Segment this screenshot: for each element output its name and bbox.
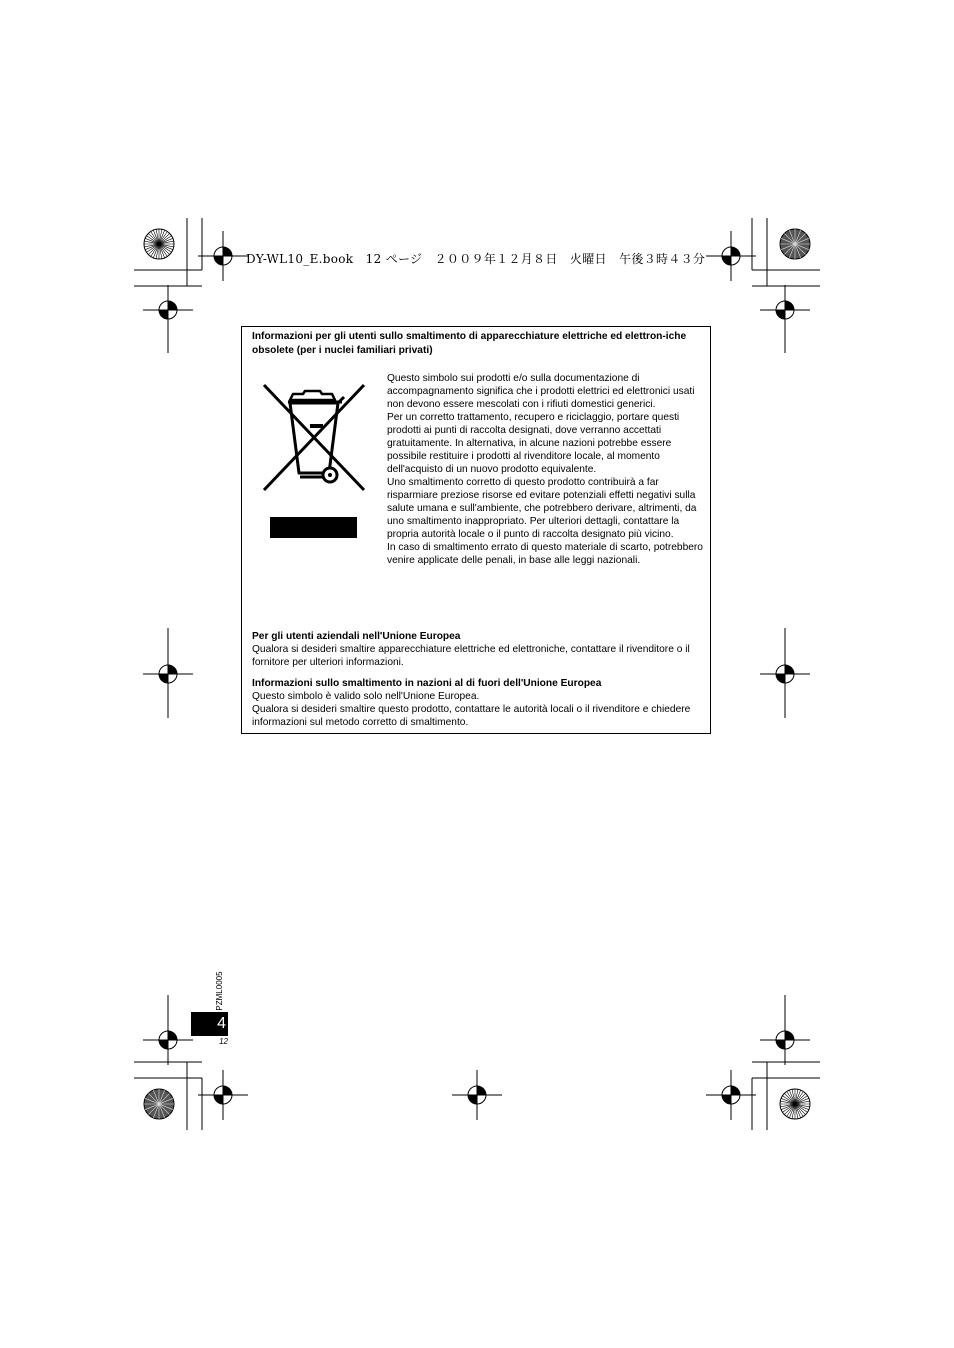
outside-eu-heading: Informazioni sullo smaltimento in nazioni al di fuori dell'Unione Europea (252, 678, 602, 689)
notice-paragraph: In caso di smaltimento errato di questo materiale di scarto, potrebbero venire applicate delle penali, in base alle leggi nazionali. (387, 542, 703, 566)
notice-paragraph: Uno smaltimento corretto di questo prodotto contribuirà a far risparmiare preziose risorse ed evitare potenziali effetti negativi sulla salute umana e sull'ambiente, che potrebbero derivare, altrimenti, da uno smaltimento inappropriato. Per ulteriori dettagli, contattare la propria autorità locale o il punto di raccolta designato più vicino. (387, 477, 697, 540)
product-code-text: PZML0005 (215, 971, 224, 1011)
book-header-info: DY-WL10_E.book 12 ページ ２００９年１２月８日 火曜日 午後３時４３分 (246, 252, 706, 266)
outside-eu-line-1: Questo simbolo è valido solo nell'Unione Europea. (252, 691, 480, 702)
outside-eu-section (252, 677, 707, 729)
notice-title: Informazioni per gli utenti sullo smaltimento di apparecchiature elettriche ed elettron-iche obsolete (per i nuclei familiari privati) (252, 331, 687, 356)
notice-paragraph: Questo simbolo sui prodotti e/o sulla documentazione di accompagnamento significa che i prodotti elettrici ed elettronici usati non devono essere mescolati con i rifiuti domestici generici. (387, 373, 695, 410)
weee-disposal-notice (241, 326, 711, 734)
business-users-section (252, 630, 707, 669)
business-users-text: Qualora si desideri smaltire apparecchiature elettriche ed elettroniche, contattare il rivenditore o il fornitore per ulteriori informazioni. (252, 644, 690, 668)
outside-eu-line-2: Qualora si desideri smaltire questo prodotto, contattare le autorità locali o il rivenditore e chiedere informazioni sul metodo corretto di smaltimento. (252, 704, 691, 728)
notice-paragraph: Per un corretto trattamento, recupero e riciclaggio, portare questi prodotti ai punti di raccolta designati, dove verranno accettati gratuitamente. In alternativa, in alcune nazioni potrebbe essere possibile restituire i prodotti al rivenditore locale, al momento dell'acquisto di un nuovo prodotto equivalente. (387, 412, 680, 475)
page-number: 12 (219, 1037, 228, 1046)
product-code (214, 968, 226, 1014)
notice-body-text (387, 372, 705, 567)
business-users-heading: Per gli utenti aziendali nell'Unione Europea (252, 631, 461, 642)
weee-bin-icon (260, 381, 372, 539)
language-tab: 4 (191, 1012, 228, 1036)
